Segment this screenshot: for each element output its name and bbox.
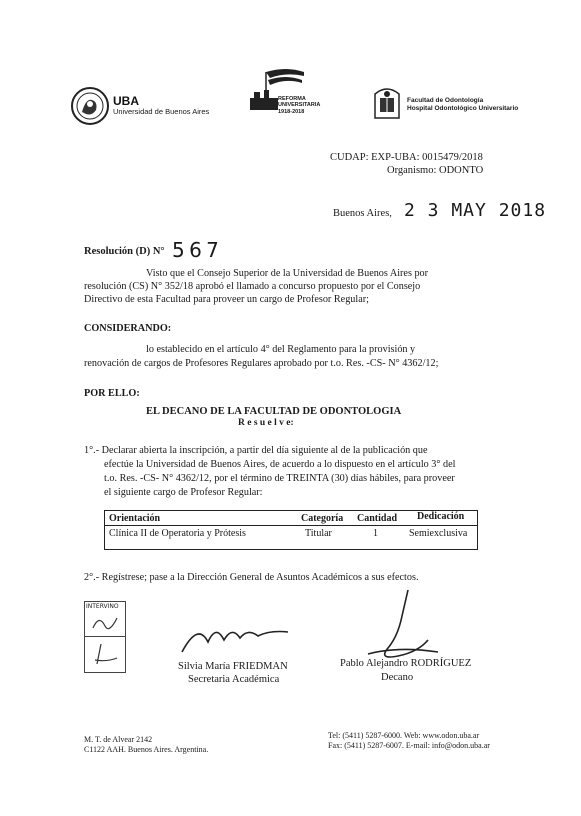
visto-line-1: Visto que el Consejo Superior de la Universidad de Buenos Aires por — [146, 268, 429, 279]
reforma-title: REFORMA UNIVERSITARIA — [278, 96, 321, 108]
art2-line: 2°.- Regístrese; pase a la Dirección General de Asuntos Académicos a sus efectos. — [84, 572, 419, 583]
table-cell-dedicacion: Semiexclusiva — [409, 528, 468, 539]
signature-friedman-icon — [178, 612, 298, 662]
cudap-expediente: CUDAP: EXP-UBA: 0015479/2018 — [330, 152, 483, 163]
resolucion-number: 5 6 7 — [172, 238, 218, 262]
visto-line-3: Directivo de esta Facultad para proveer un cargo de Profesor Regular; — [84, 294, 369, 305]
por-ello-heading: POR ELLO: — [84, 388, 140, 399]
decano-heading: EL DECANO DE LA FACULTAD DE ODONTOLOGIA — [146, 406, 402, 417]
resolucion-label: Resolución (D) N° — [84, 246, 165, 257]
left-signer-role: Secretaria Académica — [188, 674, 280, 685]
table-cell-orientacion: Clínica II de Operatoria y Prótesis — [109, 528, 246, 539]
right-signer-role: Decano — [381, 672, 414, 683]
footer-address-1: M. T. de Alvear 2142 — [84, 735, 153, 744]
footer-tel-web: Tel: (5411) 5287-6000. Web: www.odon.uba.ar — [328, 731, 480, 740]
table-header-cantidad: Cantidad — [357, 513, 398, 524]
left-signer-name: Silvia María FRIEDMAN — [178, 661, 288, 672]
uba-name: UBA — [113, 94, 139, 108]
visto-line-2: resolución (CS) N° 352/18 aprobó el llamado a concurso propuesto por el Consejo — [84, 281, 421, 292]
stamp-divider — [85, 636, 125, 637]
art1-line-3: t.o. Res. -CS- N° 4362/12, por el término de TREINTA (30) días hábiles, para proveer — [104, 473, 455, 484]
art1-line-1: 1°.- Declarar abierta la inscripción, a partir del día siguiente al de la publicación que — [84, 445, 428, 456]
fo-name: Facultad de Odontología — [407, 97, 484, 104]
intervino-stamp — [84, 601, 126, 673]
art1-line-2: efectúe la Universidad de Buenos Aires, de acuerdo a lo dispuesto en el artículo 3° del — [104, 459, 456, 470]
right-signer-name: Pablo Alejandro RODRÍGUEZ — [340, 658, 472, 669]
table-cell-categoria: Titular — [305, 528, 332, 539]
initials-scribble-icon — [87, 640, 123, 668]
faculty-crest-icon — [372, 84, 402, 120]
uba-seal-icon — [70, 86, 110, 126]
footer-fax-mail: Fax: (5411) 5287-6007. E-mail: info@odon.uba.ar — [328, 741, 490, 750]
considerando-heading: CONSIDERANDO: — [84, 323, 172, 334]
table-cell-cantidad: 1 — [373, 528, 378, 539]
art1-line-4: el siguiente cargo de Profesor Regular: — [104, 487, 263, 498]
reforma-years: 1918-2018 — [278, 109, 305, 115]
cargo-table — [104, 510, 478, 550]
intervino-stamp-label: INTERVINO — [86, 603, 119, 610]
uba-full-name: Universidad de Buenos Aires — [113, 107, 210, 116]
table-header-orientacion: Orientación — [109, 513, 161, 524]
date-stamp: 2 3 MAY 2018 — [404, 200, 547, 221]
cudap-organismo: Organismo: ODONTO — [387, 165, 484, 176]
table-header-categoria: Categoría — [301, 513, 344, 524]
resuelve-heading: R e s u e l v e: — [238, 418, 294, 428]
fo-logo — [372, 84, 402, 120]
considerando-line-1: lo establecido en el artículo 4° del Reglamento para la provisión y — [146, 344, 416, 355]
footer-address-2: C1122 AAH. Buenos Aires. Argentina. — [84, 745, 209, 754]
place-label: Buenos Aires, — [333, 208, 392, 219]
uba-logo — [70, 86, 110, 126]
table-header-dedicacion: Dedicación — [417, 511, 465, 522]
considerando-line-2: renovación de cargos de Profesores Regulares aprobado por t.o. Res. -CS- N° 4362/12; — [84, 358, 439, 369]
initials-scribble-icon — [87, 612, 123, 636]
fo-hospital: Hospital Odontológico Universitario — [407, 105, 519, 112]
table-header-rule — [105, 525, 477, 526]
